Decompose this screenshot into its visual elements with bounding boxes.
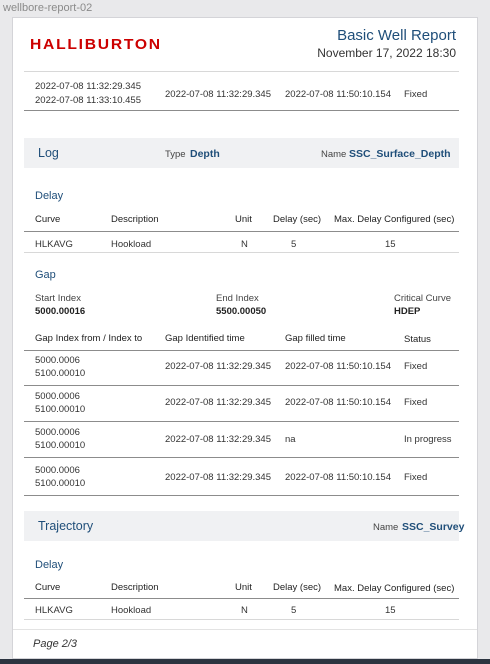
top-row-identified: 2022-07-08 11:32:29.345 — [165, 89, 271, 100]
trajectory-delay-curve: HLKAVG — [35, 605, 73, 616]
row-divider — [24, 252, 459, 253]
gap-end-value: 5500.00050 — [216, 306, 267, 317]
gap-start-label: Start Index — [35, 293, 81, 304]
log-name-label: Name — [321, 149, 347, 160]
gap-critical-value: HDEP — [394, 306, 421, 317]
trajectory-delay-title: Delay — [35, 559, 64, 571]
row-divider — [24, 421, 459, 422]
gap-col-filled: Gap filled time — [285, 333, 346, 344]
trajectory-delay-max: 15 — [385, 605, 396, 616]
page-number: Page 2/3 — [33, 638, 78, 650]
log-delay-value: 5 — [291, 239, 297, 250]
row-divider — [24, 457, 459, 458]
gap-row-1-to: 5100.00010 — [35, 368, 86, 379]
col-header-description: Description — [111, 582, 159, 593]
log-type-label: Type — [165, 149, 186, 160]
col-header-max-delay: Max. Delay Configured (sec) — [334, 214, 455, 225]
gap-row-2-from: 5000.0006 — [35, 391, 80, 402]
top-row-filled: 2022-07-08 11:50:10.154 — [285, 89, 391, 100]
top-row-status: Fixed — [404, 89, 428, 100]
trajectory-section-header — [24, 511, 465, 541]
footer-divider — [13, 629, 477, 630]
report-title: Basic Well Report — [337, 27, 456, 44]
gap-row-2-identified: 2022-07-08 11:32:29.345 — [165, 397, 271, 408]
log-title: Log — [38, 146, 59, 160]
gap-row-1-status: Fixed — [404, 361, 428, 372]
row-divider — [24, 619, 459, 620]
gap-row-3-from: 5000.0006 — [35, 427, 80, 438]
table-header-divider — [24, 231, 459, 232]
gap-row-1-identified: 2022-07-08 11:32:29.345 — [165, 361, 271, 372]
log-section-header — [24, 138, 459, 168]
top-row-time-2: 2022-07-08 11:33:10.455 — [35, 95, 141, 106]
gap-row-2-to: 5100.00010 — [35, 404, 86, 415]
table-header-divider — [24, 350, 459, 351]
gap-row-4-status: Fixed — [404, 472, 428, 483]
header-divider — [24, 71, 459, 72]
gap-row-1-filled: 2022-07-08 11:50:10.154 — [285, 361, 391, 372]
col-header-description: Description — [111, 214, 159, 225]
gap-row-4-filled: 2022-07-08 11:50:10.154 — [285, 472, 391, 483]
gap-row-1-from: 5000.0006 — [35, 355, 80, 366]
trajectory-delay-value: 5 — [291, 605, 297, 616]
halliburton-logo: HALLIBURTON — [30, 37, 162, 53]
window-title: wellbore-report-02 — [0, 0, 490, 16]
gap-end-label: End Index — [216, 293, 259, 304]
gap-row-2-filled: 2022-07-08 11:50:10.154 — [285, 397, 391, 408]
log-type-value: Depth — [190, 148, 220, 160]
col-header-delay: Delay (sec) — [273, 582, 322, 593]
col-header-max-delay: Max. Delay Configured (sec) — [334, 583, 455, 594]
col-header-delay: Delay (sec) — [273, 214, 322, 225]
trajectory-delay-description: Hookload — [111, 605, 152, 616]
log-delay-curve: HLKAVG — [35, 239, 73, 250]
report-page[interactable] — [12, 17, 478, 659]
gap-title: Gap — [35, 269, 56, 281]
table-header-divider — [24, 598, 459, 599]
trajectory-title: Trajectory — [38, 519, 94, 533]
gap-row-3-identified: 2022-07-08 11:32:29.345 — [165, 434, 271, 445]
col-header-unit: Unit — [235, 214, 252, 225]
trajectory-name-value: SSC_Survey — [402, 521, 465, 533]
col-header-curve: Curve — [35, 214, 61, 225]
row-divider — [24, 495, 459, 496]
gap-row-4-from: 5000.0006 — [35, 465, 80, 476]
trajectory-name-label: Name — [373, 522, 399, 533]
col-header-curve: Curve — [35, 582, 61, 593]
gap-critical-label: Critical Curve — [394, 293, 452, 304]
log-delay-title: Delay — [35, 190, 64, 202]
log-delay-description: Hookload — [111, 239, 152, 250]
taskbar-strip — [0, 659, 490, 664]
gap-col-identified: Gap Identified time — [165, 333, 245, 344]
gap-row-4-identified: 2022-07-08 11:32:29.345 — [165, 472, 271, 483]
gap-start-value: 5000.00016 — [35, 306, 86, 317]
report-date: November 17, 2022 18:30 — [317, 46, 456, 60]
log-delay-unit: N — [241, 239, 248, 250]
row-divider — [24, 110, 459, 111]
gap-col-index: Gap Index from / Index to — [35, 333, 143, 344]
report-header — [13, 18, 477, 70]
gap-row-2-status: Fixed — [404, 397, 428, 408]
col-header-unit: Unit — [235, 582, 252, 593]
gap-row-3-filled: na — [285, 434, 296, 445]
log-name-value: SSC_Surface_Depth — [349, 148, 451, 160]
gap-row-3-status: In progress — [404, 434, 452, 445]
row-divider — [24, 385, 459, 386]
gap-row-3-to: 5100.00010 — [35, 440, 86, 451]
trajectory-delay-unit: N — [241, 605, 248, 616]
gap-row-4-to: 5100.00010 — [35, 478, 86, 489]
top-row-time-1: 2022-07-08 11:32:29.345 — [35, 81, 141, 92]
gap-col-status: Status — [404, 334, 431, 345]
log-delay-max: 15 — [385, 239, 396, 250]
